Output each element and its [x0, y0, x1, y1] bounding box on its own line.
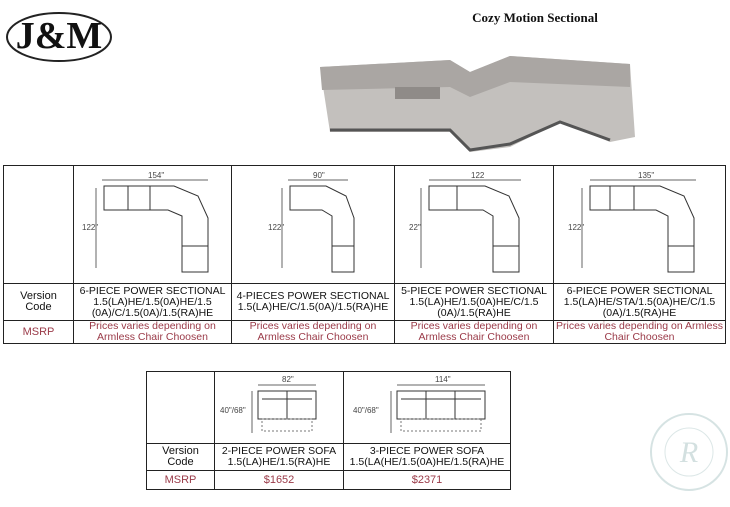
product-code: 1.5(LA)HE/1.5(RA)HE — [227, 456, 331, 468]
sectional-diagram — [238, 168, 388, 278]
diagram-cell — [215, 372, 344, 444]
svg-text:122": 122" — [81, 223, 98, 232]
product-code: 1.5(LA)HE/C/1.5(0A)/1.5(RA)HE — [237, 301, 389, 313]
product-code: 1.5(LA)HE/STA/1.5(0A)HE/C/1.5 (0A)/1.5(RA)HE — [563, 295, 716, 319]
msrp-cell: Prices varies depending on Armless Chair Choosen — [74, 321, 232, 344]
version-code-cell — [344, 444, 511, 471]
svg-text:122": 122" — [268, 223, 285, 232]
product-name: 6-PIECE POWER SECTIONAL — [566, 284, 713, 297]
version-code-cell — [215, 444, 344, 471]
msrp-label: MSRP — [147, 471, 215, 490]
sofa-table — [146, 371, 511, 490]
svg-text:22": 22" — [409, 223, 421, 232]
version-code-cell — [74, 284, 232, 321]
msrp-cell: $1652 — [215, 471, 344, 490]
svg-text:114": 114" — [435, 375, 451, 384]
product-code: 1.5(LA)HE/1.5(0A)HE/1.5 (0A)/C/1.5(0A)/1.5(RA)HE — [91, 295, 214, 319]
diagram-cell — [232, 166, 395, 284]
version-code-cell — [395, 284, 554, 321]
version-code-label: Version Code — [4, 284, 74, 321]
svg-text:R: R — [679, 436, 699, 469]
product-name: 2-PIECE POWER SOFA — [221, 445, 337, 457]
msrp-cell: Prices varies depending on Armless Chair Choosen — [232, 321, 395, 344]
diagram-cell — [395, 166, 554, 284]
product-code: 1.5(LA(HE/1.5(0A)HE/1.5(RA)HE — [349, 456, 505, 468]
product-code: 1.5(LA)HE/1.5(0A)HE/C/1.5 (0A)/1.5(RA)HE — [409, 295, 539, 319]
sectional-diagram — [560, 168, 720, 278]
product-name: 3-PIECE POWER SOFA — [369, 445, 485, 457]
sofa-diagram — [347, 373, 507, 439]
version-code-cell — [554, 284, 726, 321]
svg-text:82": 82" — [282, 375, 294, 384]
blank-cell — [4, 166, 74, 284]
svg-text:122": 122" — [567, 223, 584, 232]
sectional-diagram — [399, 168, 549, 278]
version-code-cell — [232, 284, 395, 321]
sectional-table — [3, 165, 726, 344]
svg-text:122: 122 — [471, 171, 485, 180]
sectional-diagram — [78, 168, 228, 278]
sofa-diagram — [218, 373, 340, 439]
msrp-label: MSRP — [4, 321, 74, 344]
diagram-cell — [554, 166, 726, 284]
diagram-cell — [344, 372, 511, 444]
product-name: 4-PIECES POWER SECTIONAL — [236, 290, 390, 302]
msrp-cell: Prices varies depending on Armless Chair Choosen — [554, 321, 726, 344]
product-name: 5-PIECE POWER SECTIONAL — [401, 284, 547, 297]
svg-text:40"/68": 40"/68" — [353, 406, 379, 415]
svg-text:J&M: J&M — [15, 15, 103, 57]
renegade-watermark — [648, 404, 730, 500]
svg-text:154": 154" — [147, 171, 164, 180]
diagram-cell — [74, 166, 232, 284]
blank-cell — [147, 372, 215, 444]
version-code-label: Version Code — [147, 444, 215, 471]
product-name: 6-PIECE POWER SECTIONAL — [79, 284, 226, 297]
sectional-sofa-photo — [310, 42, 645, 154]
msrp-cell: Prices varies depending on Armless Chair Choosen — [395, 321, 554, 344]
svg-text:135": 135" — [637, 171, 654, 180]
jm-logo — [4, 2, 114, 72]
msrp-cell: $2371 — [344, 471, 511, 490]
page-title: Cozy Motion Sectional — [472, 10, 598, 25]
svg-text:40"/68": 40"/68" — [220, 406, 246, 415]
svg-text:90": 90" — [313, 171, 325, 180]
